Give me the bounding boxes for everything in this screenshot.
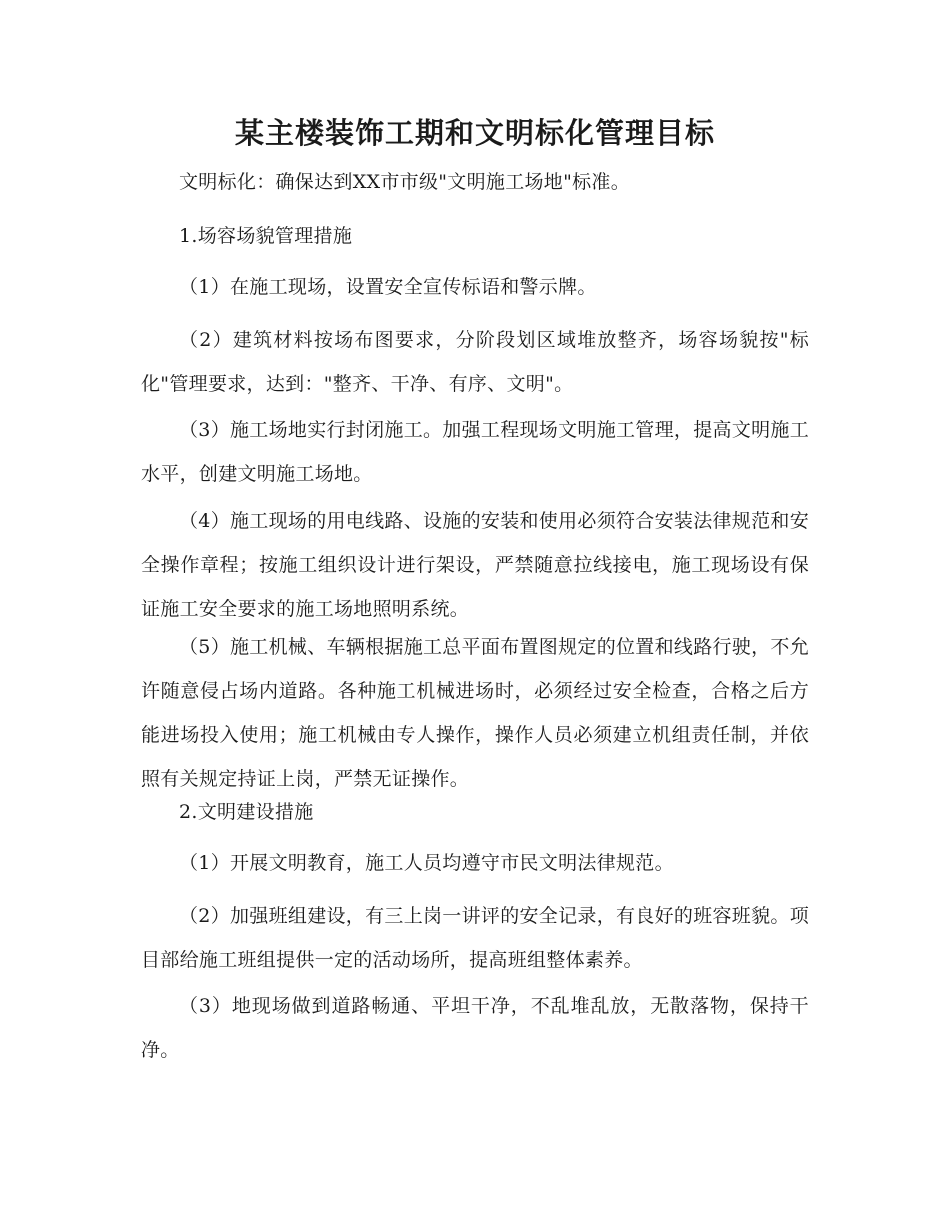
paragraph-civil-3: （3）地现场做到道路畅通、平坦干净，不乱堆乱放，无散落物，保持干净。 <box>141 995 809 1061</box>
paragraph-site-5: （5）施工机械、车辆根据施工总平面布置图规定的位置和线路行驶，不允许随意侵占场内道路。各种施工机械进场时，必须经过安全检查，合格之后方能进场投入使用；施工机械由专人操作，操作人员必须建立机组责任制，并依照有关规定持证上岗，严禁无证操作。 <box>141 636 809 790</box>
paragraph-site-4: （4）施工现场的用电线路、设施的安装和使用必须符合安装法律规范和安全操作章程；按施工组织设计进行架设，严禁随意拉线接电，施工现场设有保证施工安全要求的施工场地照明系统。 <box>141 510 809 620</box>
paragraph-site-1: （1）在施工现场，设置安全宣传标语和警示牌。 <box>179 276 597 298</box>
paragraph-civil-2: （2）加强班组建设，有三上岗一讲评的安全记录，有良好的班容班貌。项目部给施工班组提供一定的活动场所，提高班组整体素养。 <box>141 905 809 971</box>
heading-civilization-construction: 2.文明建设措施 <box>179 801 314 823</box>
heading-site-management: 1.场容场貌管理措施 <box>179 225 353 247</box>
paragraph-civilization-standard: 文明标化：确保达到XX市市级"文明施工场地"标准。 <box>179 171 631 193</box>
paragraph-site-2: （2）建筑材料按场布图要求，分阶段划区域堆放整齐，场容场貌按"标化"管理要求，达到："整齐、干净、有序、文明"。 <box>141 329 809 395</box>
paragraph-civil-1: （1）开展文明教育，施工人员均遵守市民文明法律规范。 <box>179 852 674 874</box>
paragraph-site-3: （3）施工场地实行封闭施工。加强工程现场文明施工管理，提高文明施工水平，创建文明施工场地。 <box>141 419 809 485</box>
document-title: 某主楼装饰工期和文明标化管理目标 <box>234 116 715 150</box>
